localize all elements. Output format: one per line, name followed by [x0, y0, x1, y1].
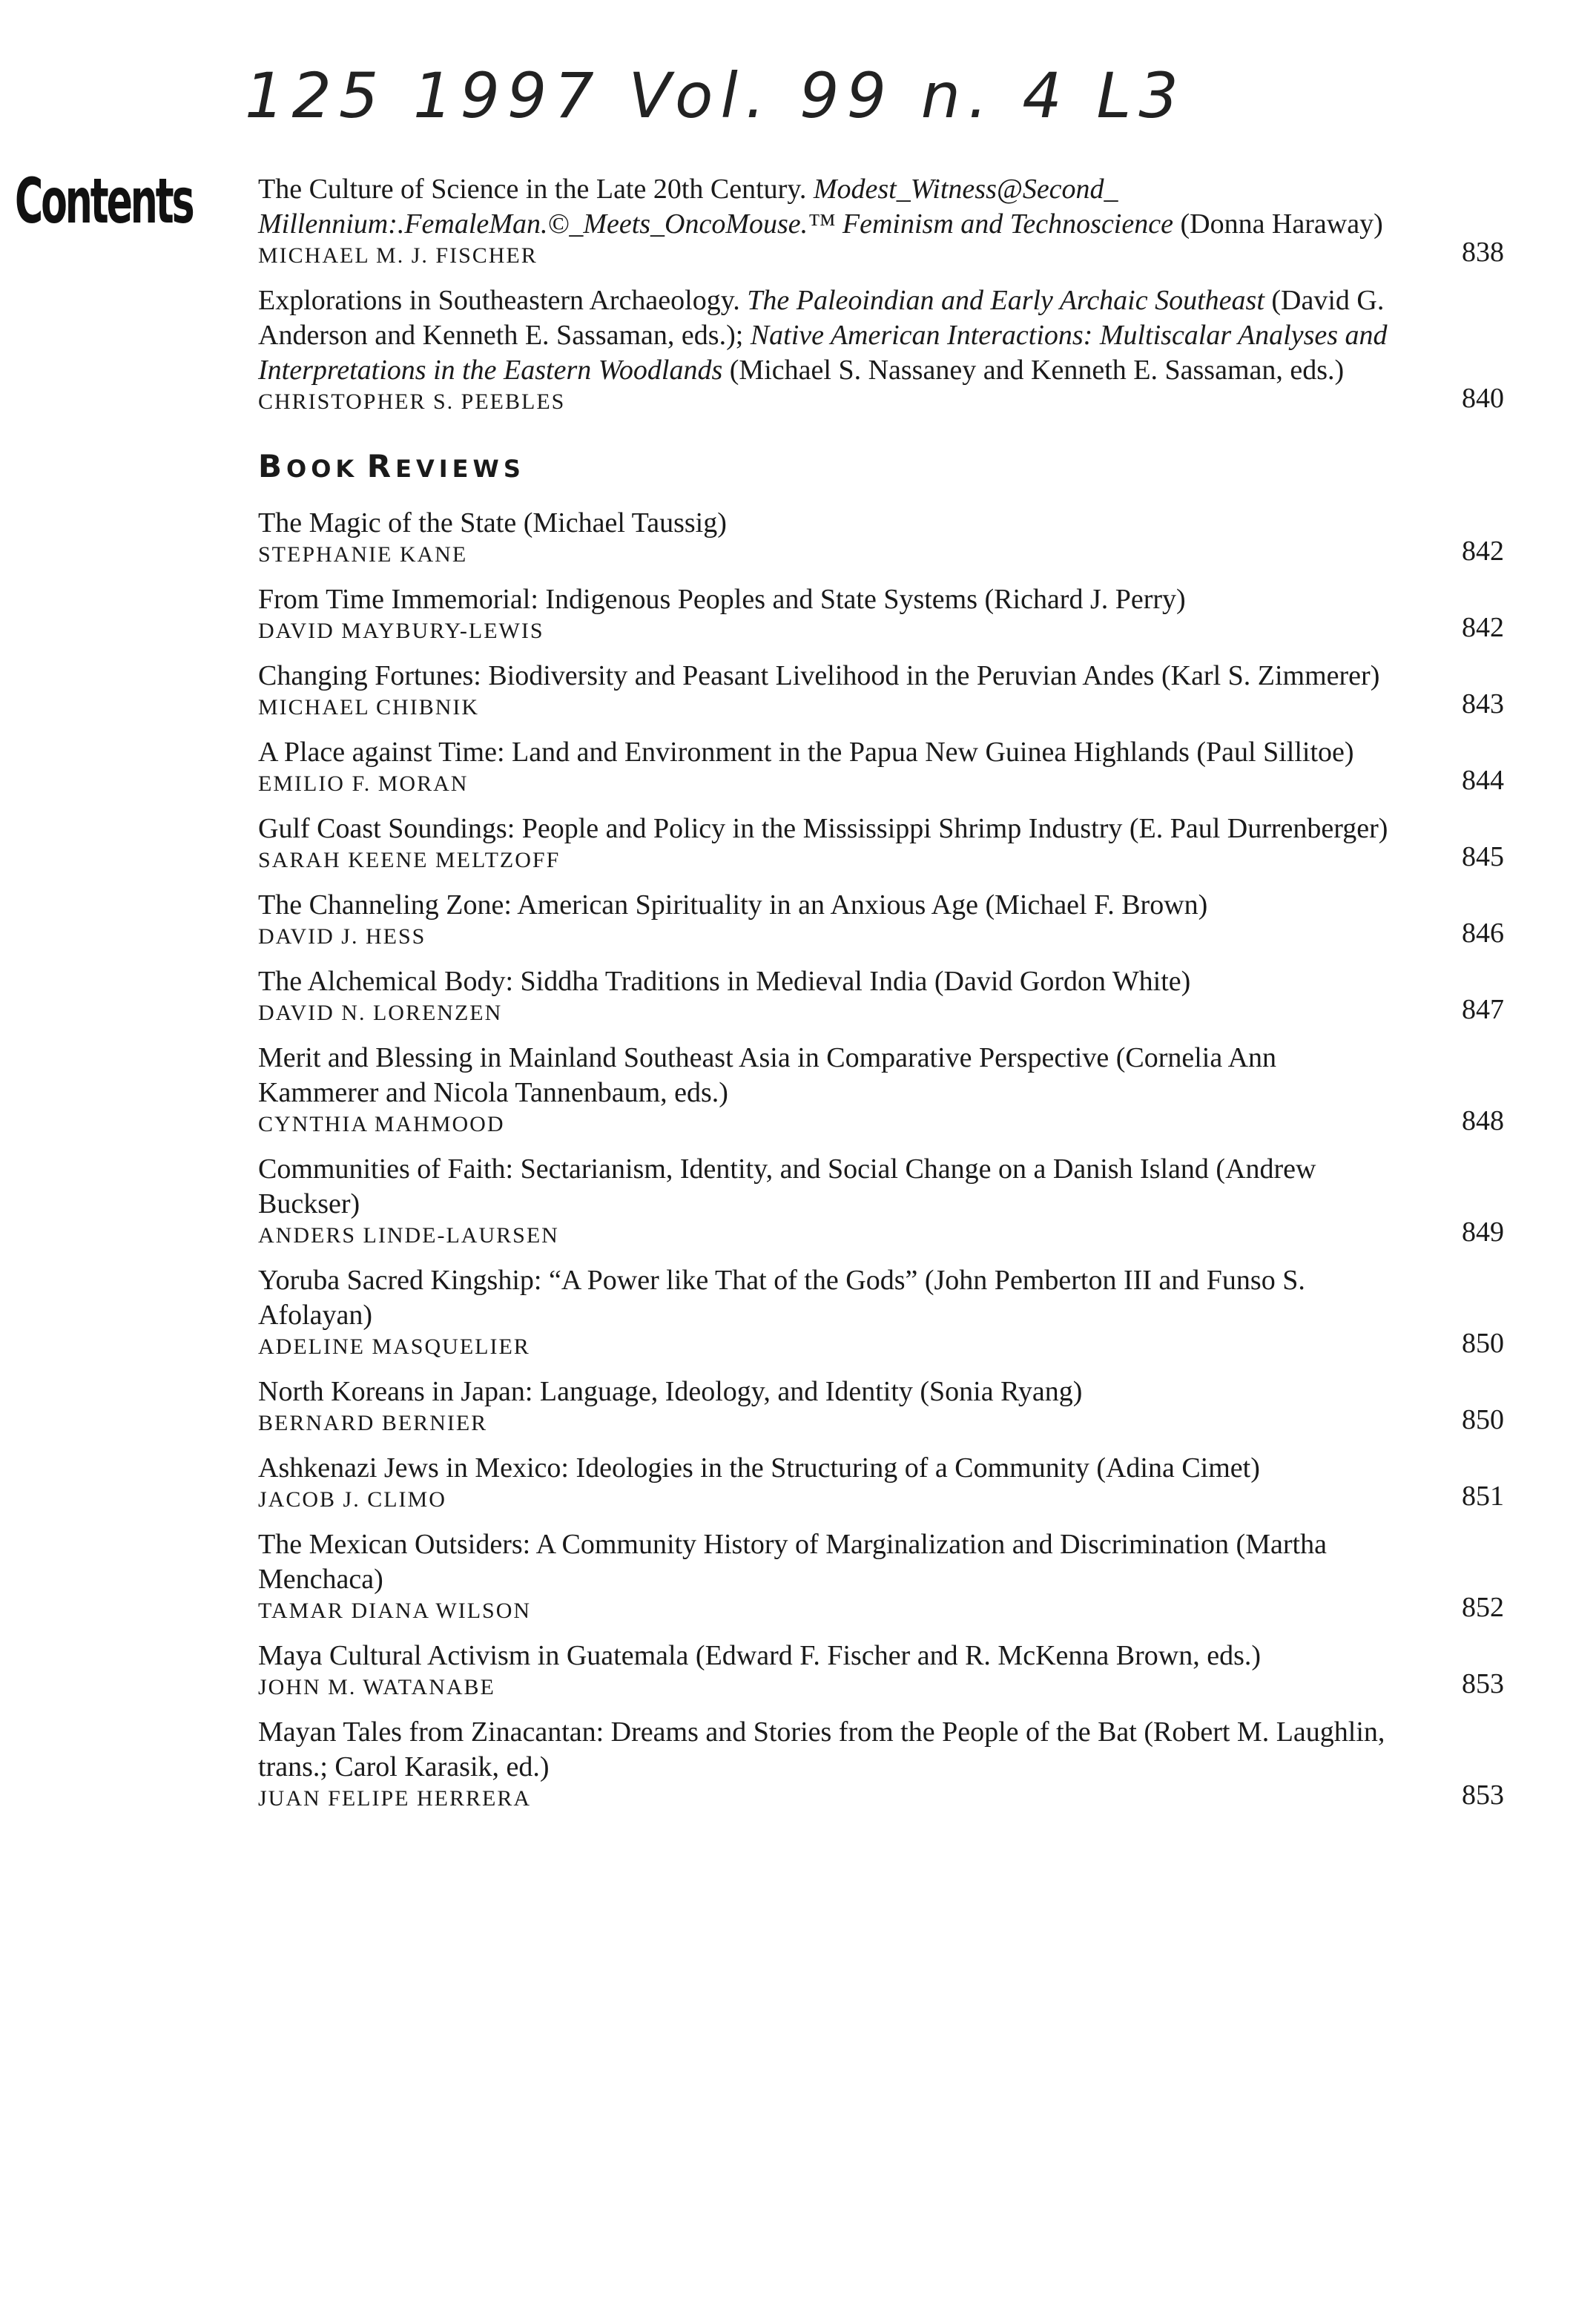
toc-entry [258, 659, 1504, 722]
entry-page-number: 843 [1462, 688, 1504, 720]
toc-entry [258, 283, 1504, 416]
entry-author: STEPHANIE KANE [258, 542, 468, 567]
entry-title-run: Modest_Witness@Second_ Millennium:.FemaleMan.©_Meets_OncoMouse.™ Feminism and Technoscience [258, 174, 1173, 240]
entry-title: Merit and Blessing in Mainland Southeast Asia in Comparative Perspective (Cornelia Ann Kammerer and Nicola Tannenbaum, eds.) [258, 1042, 1277, 1108]
section-heading-initial-1: B [258, 448, 287, 484]
toc-entry [258, 1639, 1504, 1702]
entry-title: The Mexican Outsiders: A Community History of Marginalization and Discrimination (Martha Menchaca) [258, 1529, 1327, 1595]
entry-page-number: 842 [1462, 536, 1504, 567]
toc-entry [258, 1715, 1504, 1813]
entry-page-number: 847 [1462, 994, 1504, 1025]
entry-page-number: 846 [1462, 918, 1504, 949]
table-of-contents [258, 172, 1504, 1826]
toc-entry [258, 735, 1504, 798]
toc-entry [258, 1152, 1504, 1250]
entry-author: ADELINE MASQUELIER [258, 1334, 530, 1359]
entry-page-number: 850 [1462, 1404, 1504, 1435]
entry-author: DAVID J. HESS [258, 924, 426, 949]
entry-title [258, 283, 1400, 388]
entry-title-run: (David G. Anderson and Kenneth E. Sassaman, eds.); [258, 285, 1385, 351]
entry-author: MICHAEL M. J. FISCHER [258, 243, 538, 268]
toc-entry [258, 506, 1504, 569]
toc-entry [258, 172, 1504, 270]
entry-title-run: (Donna Haraway) [1173, 208, 1383, 240]
handwritten-note: 125 1997 Vol. 99 n. 4 L3 [245, 59, 1186, 132]
entry-title: Changing Fortunes: Biodiversity and Peasant Livelihood in the Peruvian Andes (Karl S. Zimmerer) [258, 660, 1380, 691]
entry-title: Ashkenazi Jews in Mexico: Ideologies in the Structuring of a Community (Adina Cimet) [258, 1452, 1260, 1484]
toc-entry [258, 1527, 1504, 1625]
entry-page-number: 850 [1462, 1328, 1504, 1359]
section-heading-rest-1: OOK [286, 455, 359, 483]
entry-page-number: 838 [1462, 237, 1504, 268]
entry-page-number: 853 [1462, 1668, 1504, 1699]
entry-page-number: 852 [1462, 1592, 1504, 1623]
entry-title: Maya Cultural Activism in Guatemala (Edward F. Fischer and R. McKenna Brown, eds.) [258, 1640, 1262, 1671]
toc-entry [258, 964, 1504, 1027]
entry-title-run: The Culture of Science in the Late 20th Century. [258, 174, 814, 205]
section-heading-initial-2: R [366, 448, 396, 484]
entry-title: From Time Immemorial: Indigenous Peoples and State Systems (Richard J. Perry) [258, 584, 1186, 615]
entry-author: JACOB J. CLIMO [258, 1487, 446, 1512]
entry-author: TAMAR DIANA WILSON [258, 1599, 532, 1623]
toc-entry [258, 1375, 1504, 1438]
entry-page-number: 848 [1462, 1105, 1504, 1136]
entry-author: JUAN FELIPE HERRERA [258, 1786, 532, 1811]
entry-author: EMILIO F. MORAN [258, 771, 469, 796]
entry-title: Yoruba Sacred Kingship: “A Power like That of the Gods” (John Pemberton III and Funso S. Afolayan) [258, 1265, 1305, 1331]
entry-page-number: 840 [1462, 383, 1504, 414]
entry-author: ANDERS LINDE-LAURSEN [258, 1223, 559, 1248]
entry-title [258, 172, 1400, 242]
entry-author: DAVID N. LORENZEN [258, 1001, 503, 1025]
section-heading-rest-2: EVIEWS [395, 455, 525, 483]
entry-author: MICHAEL CHIBNIK [258, 695, 480, 720]
section-heading-book-reviews [258, 448, 1504, 488]
entry-author: JOHN M. WATANABE [258, 1675, 495, 1699]
entry-page-number: 844 [1462, 765, 1504, 796]
entry-title: Mayan Tales from Zinacantan: Dreams and Stories from the People of the Bat (Robert M. Laughlin, trans.; Carol Karasik, ed.) [258, 1716, 1385, 1782]
entry-page-number: 853 [1462, 1780, 1504, 1811]
entry-page-number: 845 [1462, 841, 1504, 872]
toc-entry [258, 811, 1504, 875]
entry-author: CYNTHIA MAHMOOD [258, 1112, 505, 1136]
entry-title: Gulf Coast Soundings: People and Policy in the Mississippi Shrimp Industry (E. Paul Durrenberger) [258, 813, 1388, 844]
entry-title: The Alchemical Body: Siddha Traditions in Medieval India (David Gordon White) [258, 966, 1191, 997]
entry-author: CHRISTOPHER S. PEEBLES [258, 389, 566, 414]
entry-title-run: The Paleoindian and Early Archaic Southeast [747, 285, 1264, 316]
toc-entry [258, 1263, 1504, 1361]
entry-author: DAVID MAYBURY-LEWIS [258, 619, 544, 643]
toc-entry [258, 1041, 1504, 1139]
entry-title: The Channeling Zone: American Spirituality in an Anxious Age (Michael F. Brown) [258, 889, 1208, 921]
entry-author: SARAH KEENE MELTZOFF [258, 848, 561, 872]
entry-title-run: Explorations in Southeastern Archaeology. [258, 285, 748, 316]
contents-heading: Contents [15, 165, 193, 237]
review-entries-list [258, 506, 1504, 1813]
top-entries-list [258, 172, 1504, 416]
entry-title-run: Native American Interactions: Multiscalar Analyses and Interpretations in the Eastern Woodlands [258, 320, 1388, 386]
entry-title: North Koreans in Japan: Language, Ideology, and Identity (Sonia Ryang) [258, 1376, 1083, 1407]
toc-entry [258, 888, 1504, 951]
entry-title-run: (Michael S. Nassaney and Kenneth E. Sassaman, eds.) [722, 355, 1345, 386]
entry-page-number: 851 [1462, 1481, 1504, 1512]
entry-page-number: 849 [1462, 1217, 1504, 1248]
entry-title: A Place against Time: Land and Environment in the Papua New Guinea Highlands (Paul Sillitoe) [258, 737, 1354, 768]
entry-page-number: 842 [1462, 612, 1504, 643]
entry-author: BERNARD BERNIER [258, 1411, 488, 1435]
toc-entry [258, 582, 1504, 645]
toc-entry [258, 1451, 1504, 1514]
entry-title: Communities of Faith: Sectarianism, Identity, and Social Change on a Danish Island (Andrew Buckser) [258, 1153, 1316, 1219]
entry-title: The Magic of the State (Michael Taussig) [258, 507, 727, 539]
